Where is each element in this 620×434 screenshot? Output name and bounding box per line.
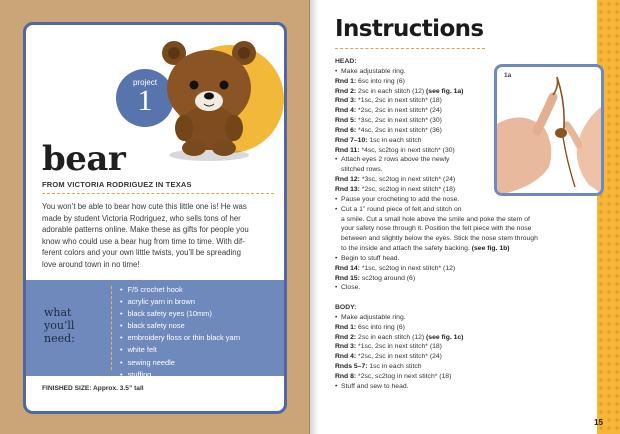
dashed-divider [42, 193, 274, 194]
description-line: love around town in no time! [42, 259, 140, 269]
instruction-continuation: between and slightly below the eyes. Stick the nose stem through [341, 235, 538, 243]
material-item: • black safety nose [120, 320, 240, 332]
description-line: know who could use a bear hug from time to time. With dif- [42, 236, 245, 246]
round-instruction: Rnd 1: 6sc into ring (6) [335, 77, 405, 85]
bullet-instruction: • Begin to stuff head. [335, 254, 575, 264]
round-instruction: Rnd 14: *1sc, sc2tog in next stitch* (12) [335, 264, 456, 272]
project-badge-label: project [132, 78, 157, 87]
round-instruction: Rnd 15: sc2tog around (6) [335, 274, 416, 282]
round-instruction: Rnd 13: *2sc, sc2tog in next stitch* (18) [335, 185, 456, 193]
project-subtitle: FROM VICTORIA RODRIGUEZ IN TEXAS [42, 180, 192, 189]
project-badge-number: 1 [137, 84, 153, 117]
instruction-continuation: a smile. Cut a small hole above the smile and poke the stem of [341, 215, 530, 223]
description-line: You won’t be able to bear how cute this little one is! He was [42, 202, 247, 211]
project-description [42, 201, 274, 271]
bullet-instruction: • Close. [335, 283, 575, 293]
section-heading: BODY: [335, 304, 357, 312]
round-instruction: Rnd 12: *3sc, sc2tog in next stitch* (24) [335, 176, 456, 184]
round-instruction: Rnd 3: *1sc, 2sc in next stitch* (18) [335, 343, 442, 351]
round-instruction: Rnd 3: *1sc, 2sc in next stitch* (18) [335, 97, 442, 105]
description-line: ferent colors and your own little twists, you’ll be spreading [42, 248, 241, 258]
material-item: • sewing needle [120, 357, 240, 369]
material-item: • acrylic yarn in brown [120, 296, 240, 308]
round-instruction: Rnds 5–7: 1sc in each stitch [335, 363, 422, 371]
figure-1a [494, 64, 604, 196]
bullet-instruction: • Make adjustable ring. [335, 313, 575, 323]
material-item: • stuffing [120, 369, 240, 381]
book-spine-shadow [309, 0, 319, 434]
round-instruction: Rnd 4: *2sc, 2sc in next stitch* (24) [335, 353, 442, 361]
finished-size: FINISHED SIZE: Approx. 3.5” tall [42, 385, 144, 392]
round-instruction: Rnd 1: 6sc into ring (6) [335, 323, 405, 331]
round-instruction: Rnd 2: 2sc in each stitch (12) (see fig. 1c) [335, 333, 464, 341]
dashed-divider [335, 48, 485, 49]
instruction-continuation: your safety nose through it. Position the felt piece with the nose [341, 225, 532, 233]
description-line: made by student Victoria Rodriguez, who sells tons of her [42, 213, 241, 223]
materials-divider [111, 286, 112, 370]
round-instruction: Rnd 7–10: 1sc in each stitch [335, 136, 422, 144]
hand-crochet-photo [497, 67, 601, 193]
round-instruction: Rnd 2: 2sc in each stitch (12) (see fig. 1a) [335, 87, 464, 95]
instruction-continuation: to the inside and attach the safety backing. (see fig. 1b) [341, 245, 510, 253]
materials-list [120, 284, 240, 381]
round-instruction: Rnd 6: *4sc, 2sc in next stitch* (36) [335, 126, 442, 134]
round-instruction: Rnd 8: *2sc, sc2tog in next stitch* (18) [335, 373, 452, 380]
round-instruction: Rnd 11: *4sc, sc2tog in next stitch* (30) [335, 146, 455, 154]
material-item: • black safety eyes (10mm) [120, 308, 240, 320]
figure-label: 1a [504, 72, 512, 79]
bullet-instruction: • Stuff and sew to head. [335, 382, 575, 392]
page-number: 15 [594, 418, 603, 427]
round-instruction: Rnd 4: *2sc, 2sc in next stitch* (24) [335, 107, 442, 115]
bullet-instruction: • Make adjustable ring. [335, 67, 575, 77]
section-heading: HEAD: [335, 58, 357, 65]
instruction-continuation: stitched rows. [341, 166, 383, 174]
material-item: • white felt [120, 344, 240, 356]
spacer [335, 293, 575, 303]
project-title: bear [42, 139, 126, 179]
material-item: • embroidery floss or thin black yarn [120, 332, 240, 344]
bullet-instruction: • Attach eyes 2 rows above the newly [335, 155, 575, 165]
round-instruction: Rnd 5: *3sc, 2sc in next stitch* (30) [335, 117, 442, 125]
instructions-title: Instructions [335, 16, 484, 42]
materials-panel [26, 280, 284, 379]
bullet-instruction: • Pause your crocheting to add the nose. [335, 195, 575, 205]
description-line: adorable patterns online. Make these as gifts for people you [42, 225, 249, 235]
bullet-instruction: • Cut a 1” round piece of felt and stitch on [335, 205, 575, 215]
crochet-bear-photo [154, 33, 264, 163]
material-item: • F/5 crochet hook [120, 284, 240, 296]
materials-heading: what you’ll need: [44, 306, 75, 345]
